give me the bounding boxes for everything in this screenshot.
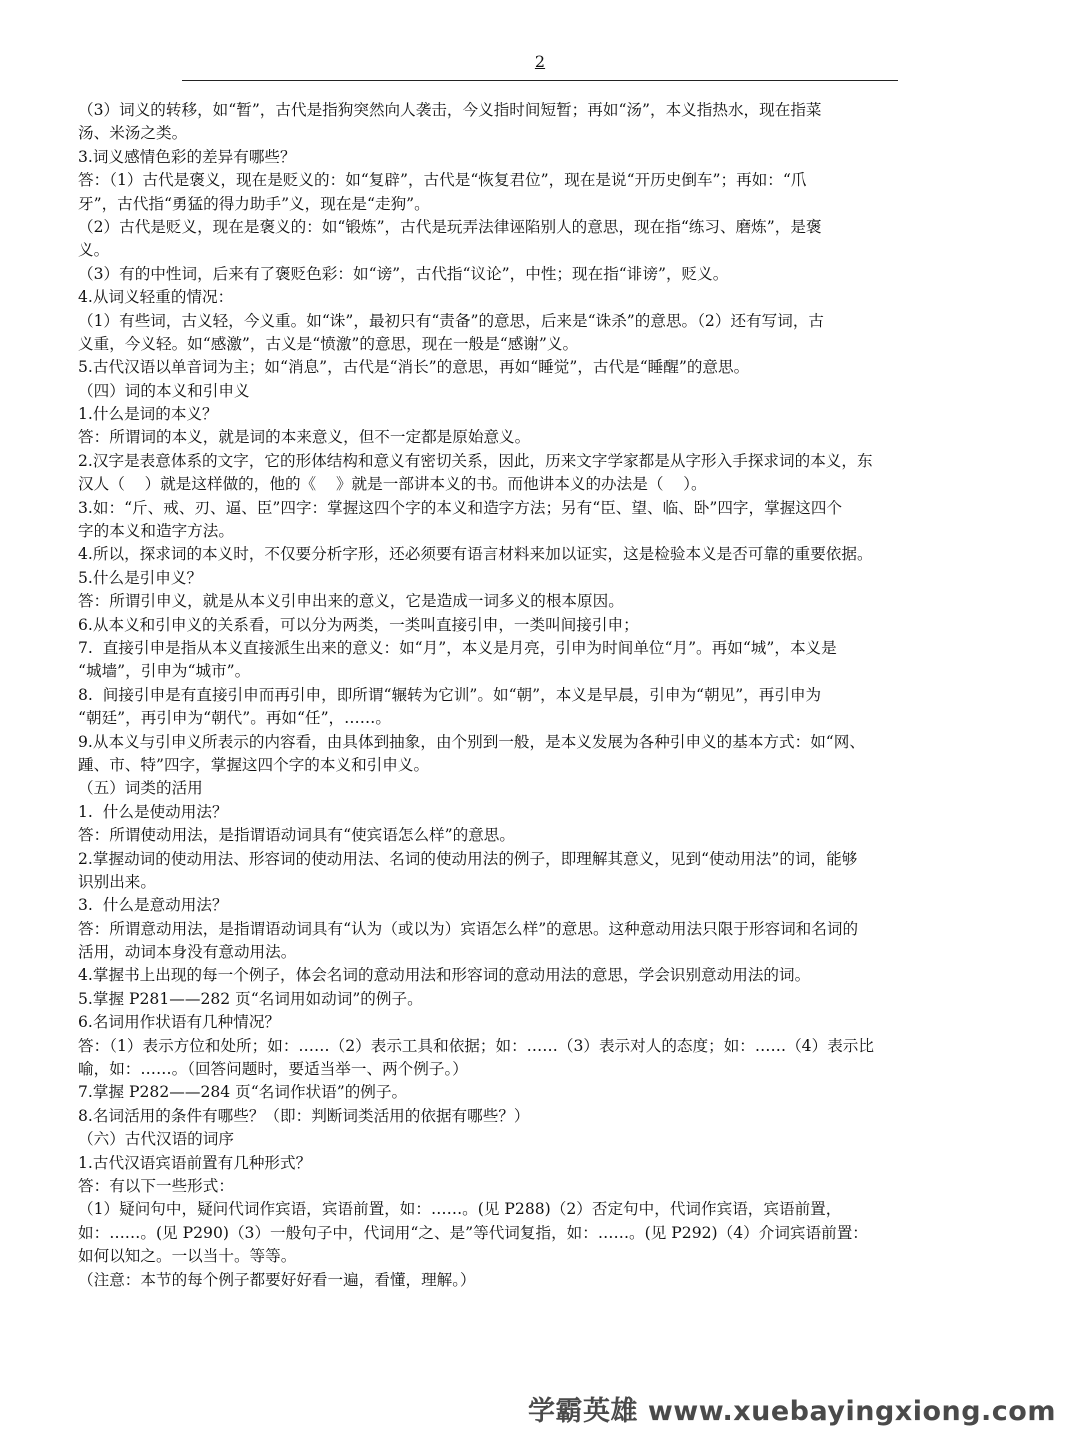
text-line: （3）词义的转移，如“暂”，古代是指狗突然向人袭击，今义指时间短暂；再如“汤”，本义指热水，现在指菜 [78,101,822,119]
text-line: 5.什么是引申义？ [78,568,203,587]
text-line: 3.如：“斤、戒、刃、逼、臣”四字：掌握这四个字的本义和造字方法；另有“臣、望、临、卧”四字，掌握这四个 [78,498,843,517]
text-line: 汤、米汤之类。 [78,124,188,143]
text-line: 汉人（ ）就是这样做的，他的《 》就是一部讲本义的书。而他讲本义的办法是（ ）。 [78,475,707,494]
text-line: 7. 直接引申是指从本义直接派生出来的意义：如“月”，本义是月亮，引申为时间单位“月”。再如“城”，本义是 [78,638,837,657]
text-line: 4.从词义轻重的情况： [78,288,234,307]
document-body [78,99,1000,1292]
text-line: 1. 什么是使动用法？ [78,802,228,821]
text-line: （五）词类的活用 [78,779,203,798]
text-line: 1.古代汉语宾语前置有几种形式？ [78,1153,312,1172]
text-line: （1）疑问句中，疑问代词作宾语，宾语前置，如：……。(见 P288)（2）否定句中，代词作宾语，宾语前置， [78,1200,842,1219]
text-line: 6.名词用作状语有几种情况？ [78,1013,281,1032]
text-line: 答：所谓引申义，就是从本义引申出来的意义，它是造成一词多义的根本原因。 [78,592,624,611]
text-line: 答：所谓意动用法，是指谓语动词具有“认为（或以为）宾语怎么样”的意思。这种意动用法只限于形容词和名词的 [78,919,859,938]
text-line: 识别出来。 [78,872,156,891]
text-line: 义重，今义轻。如“感激”，古义是“愤激”的意思，现在一般是“感谢”义。 [78,334,579,353]
text-line: 2.汉字是表意体系的文字，它的形体结构和意义有密切关系，因此，历来文字学家都是从字形入手探求词的本义，东 [78,451,873,470]
text-line: 9.从本义与引申义所表示的内容看，由具体到抽象，由个别到一般，是本义发展为各种引申义的基本方式：如“网、 [78,732,865,751]
text-line: “朝廷”，再引申为“朝代”。再如“任”，……。 [78,709,391,728]
text-line: 如：……。(见 P290)（3）一般句子中，代词用“之、是”等代词复指，如：……。(见 P292)（4）介词宾语前置： [78,1223,868,1242]
text-line: （3）有的中性词，后来有了褒贬色彩：如“谤”，古代指“议论”，中性；现在指“诽谤”，贬义。 [78,264,729,283]
site-watermark: 学霸英雄 www.xuebayingxiong.com [527,1396,1056,1427]
text-line: 活用，动词本身没有意动用法。 [78,943,297,962]
text-line: 4.掌握书上出现的每一个例子，体会名词的意动用法和形容词的意动用法的意思，学会识别意动用法的词。 [78,966,811,985]
text-line: 8.名词活用的条件有哪些？（即：判断词类活用的依据有哪些？） [78,1106,530,1125]
text-line: （注意：本节的每个例子都要好好看一遍，看懂，理解。） [78,1270,476,1289]
text-line: 5.古代汉语以单音词为主；如“消息”，古代是“消长”的意思，再如“睡觉”，古代是“睡醒”的意思。 [78,358,750,377]
page-number: 2 [534,52,546,71]
text-line: 3.词义感情色彩的差异有哪些？ [78,147,296,166]
text-line: 1.什么是词的本义？ [78,405,218,424]
text-line: （四）词的本义和引申义 [78,381,250,400]
text-line: 字的本义和造字方法。 [78,522,234,541]
text-line: 2.掌握动词的使动用法、形容词的使动用法、名词的使动用法的例子，即理解其意义，见到“使动用法”的词，能够 [78,849,858,868]
text-line: 答：（1）古代是褒义，现在是贬义的：如“复辟”，古代是“恢复君位”，现在是说“开历史倒车”；再如：“爪 [78,171,807,190]
text-line: 4.所以，探求词的本义时，不仅要分析字形，还必须要有语言材料来加以证实，这是检验本义是否可靠的重要依据。 [78,545,873,564]
text-line: 如何以知之。一以当十。等等。 [78,1247,297,1266]
text-line: 答：（1）表示方位和处所；如：……（2）表示工具和依据；如：……（3）表示对人的态度；如：……（4）表示比 [78,1036,874,1055]
text-line: 答：所谓使动用法，是指谓语动词具有“使宾语怎么样”的意思。 [78,826,515,845]
text-line: 喻，如：……。（回答问题时，要适当举一、两个例子。） [78,1060,468,1079]
text-line: 3. 什么是意动用法？ [78,896,228,915]
text-line: （2）古代是贬义，现在是褒义的：如“锻炼”，古代是玩弄法律诬陷别人的意思，现在指“练习、磨炼”，是褒 [78,217,822,236]
text-line: 踵、市、特”四字，掌握这四个字的本义和引申义。 [78,755,430,774]
text-line: 8. 间接引申是有直接引申而再引申，即所谓“辗转为它训”。如“朝”，本义是早晨，引申为“朝见”，再引申为 [78,685,822,704]
text-line: 答：所谓词的本义，就是词的本来意义，但不一定都是原始意义。 [78,428,531,447]
text-line: 义。 [78,241,110,260]
text-line: 牙”，古代指“勇猛的得力助手”义，现在是“走狗”。 [78,194,430,213]
text-line: 答：有以下一些形式： [78,1176,234,1195]
text-line: （六）古代汉语的词序 [78,1130,234,1149]
text-line: 5.掌握 P281——282 页“名词用如动词”的例子。 [78,989,423,1008]
header-rule [182,80,898,81]
text-line: 7.掌握 P282——284 页“名词作状语”的例子。 [78,1083,408,1102]
text-line: 6.从本义和引申义的关系看，可以分为两类，一类叫直接引申，一类叫间接引申； [78,615,639,634]
text-line: “城墙”，引申为“城市”。 [78,662,251,681]
text-line: （1）有些词，古义轻，今义重。如“诛”，最初只有“责备”的意思，后来是“诛杀”的意思。（2）还有写词，古 [78,311,825,330]
